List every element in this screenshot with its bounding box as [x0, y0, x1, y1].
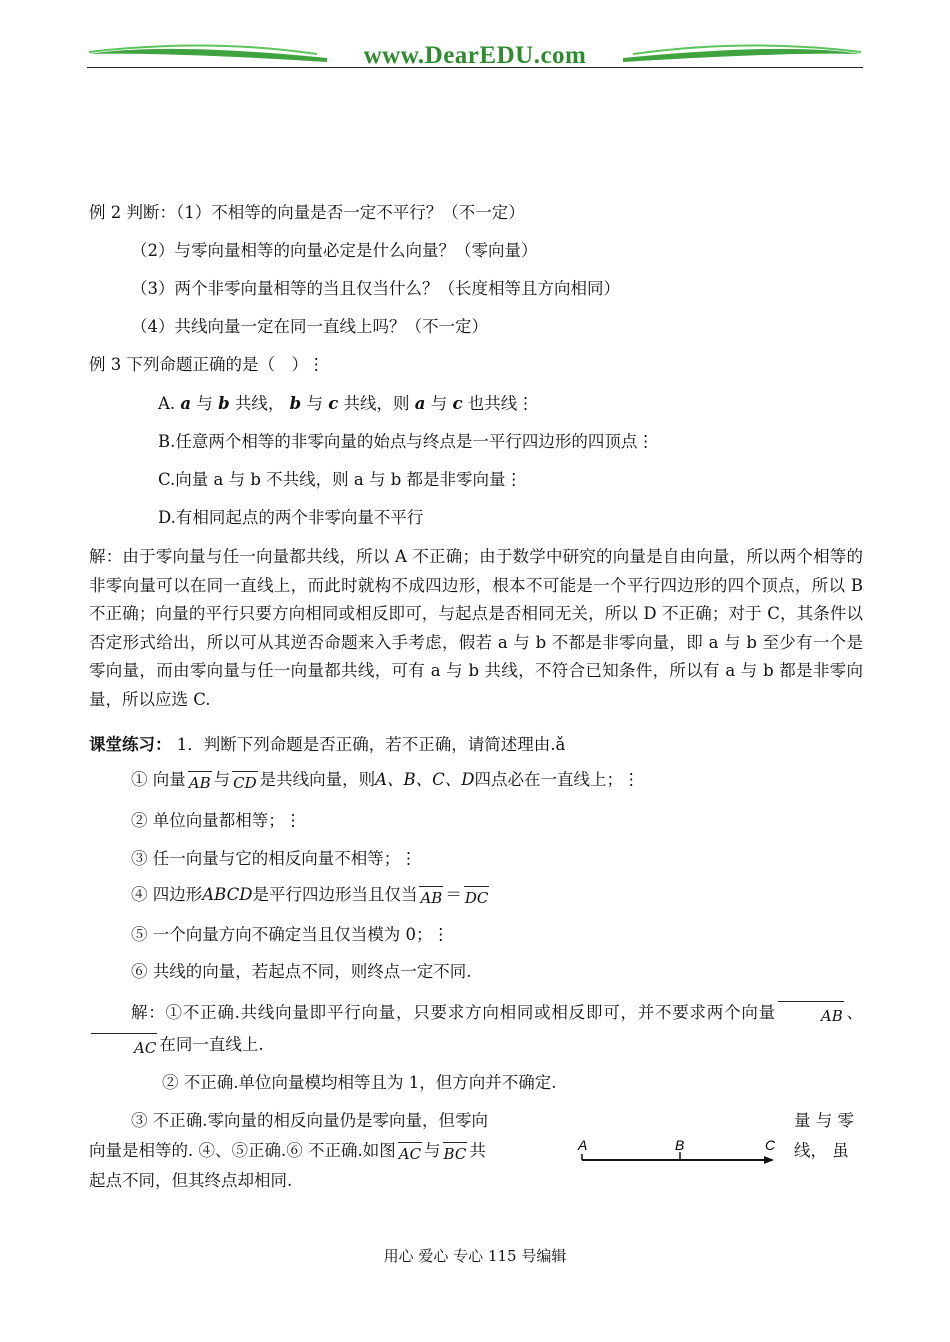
practice-item-1: ① 向量 AB 与 CD 是共线向量，则A、B、C、D四点必在一直线上；⋮ [131, 770, 640, 792]
example3-option-d: D.有相同起点的两个非零向量不平行 [158, 508, 424, 527]
point-b-label: B [675, 1137, 685, 1153]
example2-q3: （3）两个非零向量相等的当且仅当什么？（长度相等且方向相同） [131, 279, 620, 298]
example2-q2: （2）与零向量相等的向量必定是什么向量？（零向量） [131, 241, 538, 260]
practice-item-3: ③ 任一向量与它的相反向量不相等；⋮ [131, 849, 417, 868]
practice-answer-3-right1: 量 与 零 [794, 1111, 854, 1130]
collinear-diagram [576, 1130, 776, 1170]
practice-item-6: ⑥ 共线的向量，若起点不同，则终点一定不同. [131, 962, 472, 981]
point-a-label: A [578, 1137, 588, 1153]
practice-label: 课堂练习： [89, 735, 172, 754]
example3-title: 例 3 下列命题正确的是（ ）⋮ [89, 355, 325, 374]
example2-q4: （4）共线向量一定在同一直线上吗？（不一定） [131, 317, 488, 336]
example3-option-b: B.任意两个相等的非零向量的始点与终点是一平行四边形的四顶点⋮ [158, 432, 654, 451]
practice-heading: 课堂练习： 1．判断下列命题是否正确，若不正确，请简述理由.ǎ [89, 735, 566, 754]
practice-answer-3-line3: 起点不同，但其终点却相同. [89, 1171, 293, 1190]
point-c-label: C [765, 1137, 776, 1153]
practice-item-5: ⑤ 一个向量方向不确定当且仅当模为 0；⋮ [131, 925, 449, 944]
practice-answer-2: ② 不正确.单位向量模均相等且为 1，但方向并不确定. [162, 1073, 557, 1092]
arrow-head-icon [764, 1156, 774, 1164]
practice-answer-3-line2: 向量是相等的. ④、⑤正确.⑥ 不正确.如图 AC 与 BC 共 [89, 1141, 486, 1163]
practice-answer-3-right2: 线， 虽 [794, 1141, 849, 1160]
page-footer: 用心 爱心 专心 115 号编辑 [383, 1247, 567, 1265]
practice-item-2: ② 单位向量都相等；⋮ [131, 811, 302, 830]
example3-option-a: A. a 与 b 共线， b 与 c 共线，则 a 与 c 也共线⋮ [158, 394, 534, 413]
example2-q1: 例 2 判断：（1）不相等的向量是否一定不平行？（不一定） [89, 203, 525, 222]
header-rule [87, 67, 863, 68]
practice-item-4: ④ 四边形ABCD是平行四边形当且仅当 AB ＝ DC [131, 885, 489, 907]
example3-option-c: C.向量 a 与 b 不共线，则 a 与 b 都是非零向量⋮ [158, 470, 523, 489]
example3-solution: 解：由于零向量与任一向量都共线，所以 A 不正确；由于数学中研究的向量是自由向量，所以两个相等的非零向量可以在同一直线上，而此时就构不成四边形，根本不可能是一个平行四边形的四个顶点，所以 B 不正确；向量的平行只要方向相同或相反即可，与起点是否相同无关，所以 D 不正确；对于 C，其条件以否定形式给出，所以可从其逆否命题来入手考虑，假若 a 与 b 不都是非零向量，即 a 与 b 至少有一个是零向量，而由零向量与任一向量都共线，可有 a 与 b 共线，不符合已知条件，所以有 a 与 b 都是非零向量，所以应选 C. [89, 547, 863, 709]
practice-answer-1: 解：①不正确.共线向量即平行向量，只要求方向相同或相反即可，并不要求两个向量 AB 、AC 在同一直线上. [89, 999, 863, 1062]
header-banner [87, 36, 863, 76]
site-logo[interactable]: www.DearEDU.com [363, 42, 587, 69]
practice-answer-3-line1: ③ 不正确.零向量的相反向量仍是零向量，但零向 [131, 1111, 488, 1130]
